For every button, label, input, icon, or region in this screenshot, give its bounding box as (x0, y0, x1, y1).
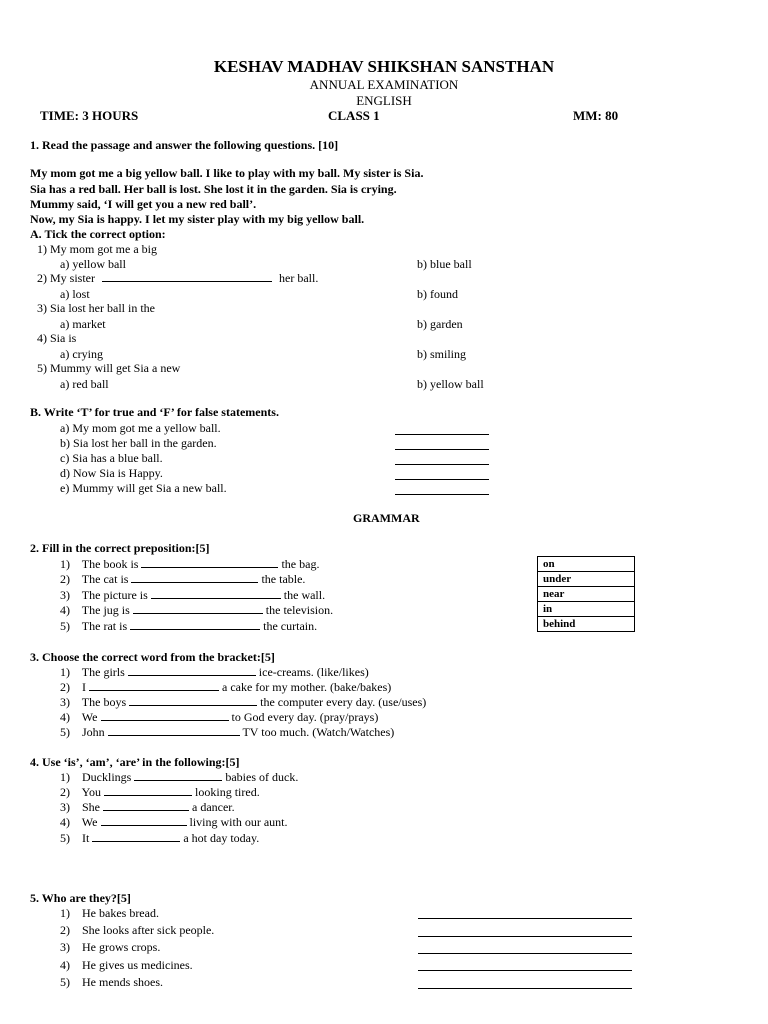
item-number: 1) (60, 557, 70, 571)
tf-statement: e) Mummy will get Sia a new ball. (60, 481, 227, 495)
item-text: She looks after sick people. (82, 923, 215, 937)
item-text: The book is (81, 557, 139, 571)
item-number: 4) (60, 603, 70, 617)
answer-line[interactable] (418, 936, 632, 937)
q4-item (60, 815, 288, 830)
item-text: The cat is (81, 572, 129, 586)
answer-blank[interactable] (134, 779, 222, 781)
subject-title: ENGLISH (356, 93, 412, 108)
section-a-title: A. Tick the correct option: (30, 227, 166, 241)
q5-item (60, 975, 163, 990)
q4-title: 4. Use ‘is’, ‘am’, ‘are’ in the following:[5] (30, 755, 240, 769)
q3-item (60, 665, 369, 680)
answer-blank[interactable] (130, 628, 260, 630)
item-text: the computer every day. (use/uses) (260, 695, 427, 709)
item-text: the wall. (283, 588, 326, 602)
word-option: near (538, 587, 635, 602)
passage-line: Mummy said, ‘I will get you a new red ball’. (30, 197, 257, 211)
item-text: a cake for my mother. (bake/bakes) (222, 680, 392, 694)
answer-line[interactable] (418, 988, 632, 989)
tf-statement: c) Sia has a blue ball. (60, 451, 163, 465)
item-text: Ducklings (82, 770, 132, 784)
q3-item (60, 710, 378, 725)
item-number: 1) (60, 665, 70, 679)
mcq-option-b: b) found (417, 287, 458, 301)
answer-blank[interactable] (101, 719, 229, 721)
item-number: 4) (60, 710, 70, 724)
answer-line[interactable] (418, 970, 632, 971)
q5-title: 5. Who are they?[5] (30, 891, 131, 905)
q2-title: 2. Fill in the correct preposition:[5] (30, 541, 210, 555)
preposition-word-box (537, 556, 635, 632)
item-text: The jug is (81, 603, 130, 617)
item-number: 5) (60, 619, 70, 633)
q4-item (60, 831, 259, 846)
item-number: 2) (60, 572, 70, 586)
q3-item (60, 695, 426, 710)
passage-line: Now, my Sia is happy. I let my sister play with my big yellow ball. (30, 212, 365, 226)
q4-item (60, 800, 235, 815)
exam-class: CLASS 1 (328, 108, 380, 123)
item-text: TV too much. (Watch/Watches) (242, 725, 395, 739)
tf-answer-blank[interactable] (395, 449, 489, 450)
item-number: 4) (60, 815, 70, 829)
q5-item (60, 940, 160, 955)
tf-statement: d) Now Sia is Happy. (60, 466, 163, 480)
answer-blank[interactable] (133, 612, 263, 614)
item-text: John (82, 725, 105, 739)
q3-item (60, 680, 391, 695)
mcq-option-a: a) yellow ball (60, 257, 126, 271)
answer-blank[interactable] (141, 566, 278, 568)
mcq-question-part: her ball. (279, 271, 319, 285)
answer-blank[interactable] (89, 689, 219, 691)
answer-blank[interactable] (151, 597, 281, 599)
answer-blank[interactable] (108, 734, 240, 736)
mcq-question (37, 271, 318, 286)
item-number: 3) (60, 940, 70, 954)
item-text: He mends shoes. (82, 975, 163, 989)
q2-item (60, 588, 325, 603)
item-text: It (82, 831, 90, 845)
item-text: looking tired. (195, 785, 260, 799)
answer-blank[interactable] (104, 794, 192, 796)
mcq-option-a: a) red ball (60, 377, 109, 391)
item-text: I (82, 680, 86, 694)
exam-time: TIME: 3 HOURS (40, 108, 139, 123)
q5-item (60, 906, 159, 921)
q4-item (60, 770, 298, 785)
word-option: in (538, 602, 635, 617)
q3-item (60, 725, 394, 740)
item-text: The rat is (81, 619, 128, 633)
q1-title: 1. Read the passage and answer the following questions. [10] (30, 138, 339, 152)
tf-statement: a) My mom got me a yellow ball. (60, 421, 221, 435)
item-text: the table. (261, 572, 306, 586)
mcq-option-a: a) crying (60, 347, 103, 361)
mcq-option-b: b) garden (417, 317, 463, 331)
word-option: on (538, 557, 635, 572)
item-number: 3) (60, 800, 70, 814)
item-text: a hot day today. (183, 831, 260, 845)
answer-blank[interactable] (102, 280, 272, 282)
q5-item (60, 958, 193, 973)
tf-answer-blank[interactable] (395, 479, 489, 480)
answer-blank[interactable] (129, 704, 257, 706)
q2-item (60, 557, 319, 572)
item-number: 5) (60, 725, 70, 739)
answer-blank[interactable] (92, 840, 180, 842)
tf-answer-blank[interactable] (395, 494, 489, 495)
q2-item (60, 603, 333, 618)
q3-title: 3. Choose the correct word from the bracket:[5] (30, 650, 275, 664)
item-number: 5) (60, 831, 70, 845)
item-text: He grows crops. (82, 940, 161, 954)
mcq-question-part: 2) My sister (37, 271, 95, 285)
item-number: 3) (60, 588, 70, 602)
grammar-heading: GRAMMAR (353, 511, 420, 525)
answer-blank[interactable] (103, 809, 189, 811)
word-option: under (538, 572, 635, 587)
tf-answer-blank[interactable] (395, 434, 489, 435)
mcq-question: 3) Sia lost her ball in the (37, 301, 155, 315)
answer-blank[interactable] (131, 581, 258, 583)
item-number: 2) (60, 680, 70, 694)
item-text: He bakes bread. (82, 906, 159, 920)
item-number: 3) (60, 695, 70, 709)
answer-blank[interactable] (101, 824, 187, 826)
item-text: You (81, 785, 102, 799)
word-option: behind (538, 617, 635, 632)
item-text: the bag. (281, 557, 320, 571)
answer-line[interactable] (418, 953, 632, 954)
item-text: The picture is (81, 588, 148, 602)
mcq-option-b: b) yellow ball (417, 377, 484, 391)
section-b-title: B. Write ‘T’ for true and ‘F’ for false statements. (30, 405, 279, 419)
item-number: 2) (60, 785, 70, 799)
mcq-option-a: a) lost (60, 287, 90, 301)
q5-item (60, 923, 214, 938)
item-text: the television. (265, 603, 334, 617)
mcq-question: 5) Mummy will get Sia a new (37, 361, 181, 375)
item-text: We (81, 815, 98, 829)
item-text: to God every day. (pray/prays) (231, 710, 379, 724)
item-number: 2) (60, 923, 70, 937)
exam-title: ANNUAL EXAMINATION (309, 77, 459, 92)
mcq-question: 4) Sia is (37, 331, 77, 345)
item-text: She (82, 800, 100, 814)
mcq-option-a: a) market (60, 317, 106, 331)
item-text: a dancer. (192, 800, 235, 814)
q2-item (60, 619, 317, 634)
item-text: babies of duck. (225, 770, 299, 784)
mcq-option-b: b) smiling (417, 347, 467, 361)
item-text: the curtain. (263, 619, 318, 633)
answer-blank[interactable] (128, 674, 256, 676)
mcq-option-b: b) blue ball (417, 257, 472, 271)
item-number: 1) (60, 770, 70, 784)
item-text: The boys (81, 695, 127, 709)
item-text: The girls (81, 665, 125, 679)
q4-item (60, 785, 260, 800)
item-number: 4) (60, 958, 70, 972)
school-name: KESHAV MADHAV SHIKSHAN SANSTHAN (213, 57, 555, 76)
tf-statement: b) Sia lost her ball in the garden. (60, 436, 217, 450)
q2-item (60, 572, 305, 587)
item-text: ice-creams. (like/likes) (258, 665, 369, 679)
item-number: 1) (60, 906, 70, 920)
passage-line: Sia has a red ball. Her ball is lost. She lost it in the garden. Sia is crying. (30, 182, 397, 196)
mcq-question: 1) My mom got me a big (37, 242, 157, 256)
item-text: living with our aunt. (189, 815, 288, 829)
answer-line[interactable] (418, 918, 632, 919)
exam-marks: MM: 80 (573, 108, 619, 123)
item-text: He gives us medicines. (82, 958, 193, 972)
item-text: We (81, 710, 98, 724)
passage-line: My mom got me a big yellow ball. I like to play with my ball. My sister is Sia. (30, 166, 424, 180)
tf-answer-blank[interactable] (395, 464, 489, 465)
item-number: 5) (60, 975, 70, 989)
